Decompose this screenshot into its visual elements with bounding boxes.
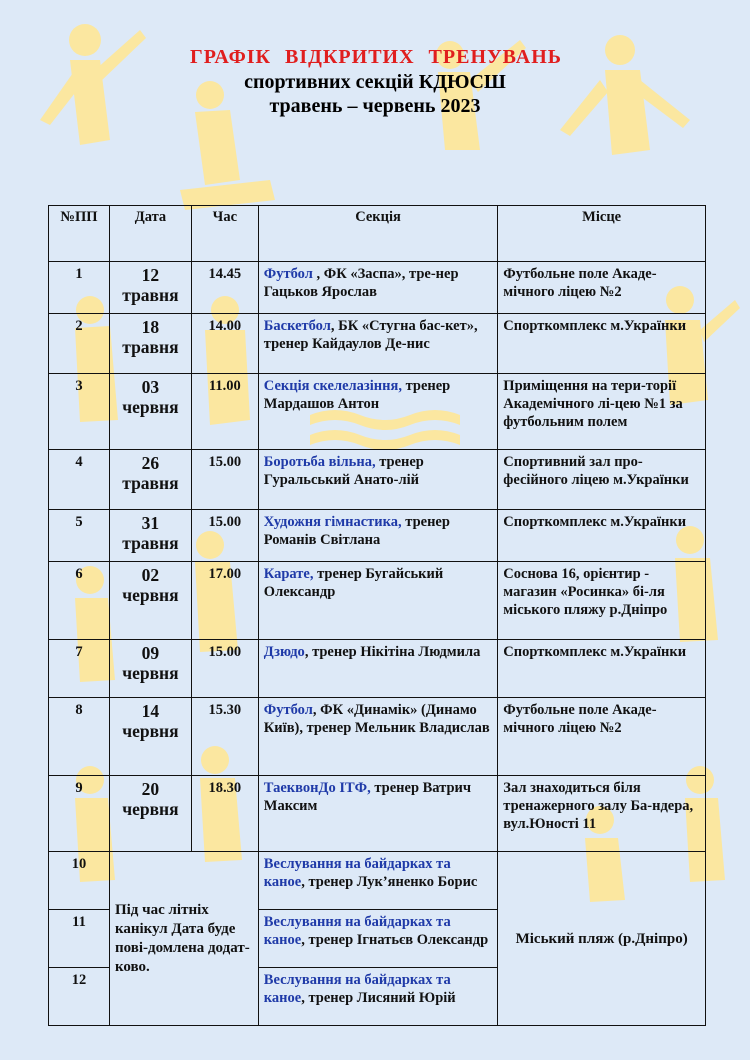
section-name: Боротьба вільна, xyxy=(263,454,376,470)
row-month: травня xyxy=(122,285,179,305)
row-date xyxy=(109,374,191,450)
row-month: червня xyxy=(122,721,179,741)
section-name: ТаеквонДо ITФ, xyxy=(263,780,371,796)
section-coach: тренер Бугайський Олександр xyxy=(263,566,444,600)
row-time: 15.00 xyxy=(191,510,258,562)
kayak-place: Міський пляж (р.Дніпро) xyxy=(498,852,706,1026)
row-place: Футбольне поле Акаде-мічного ліцею №2 xyxy=(498,262,706,314)
row-place: Приміщення на тери-торії Академічного лі-цею №1 за футбольним полем xyxy=(498,374,706,450)
row-time: 15.00 xyxy=(191,450,258,510)
row-date xyxy=(109,314,191,374)
row-date xyxy=(109,640,191,698)
row-day: 03 xyxy=(141,377,160,397)
row-date xyxy=(109,776,191,852)
page-title: ГРАФІК ВІДКРИТИХ ТРЕНУВАНЬ xyxy=(190,46,562,68)
row-time: 14.00 xyxy=(191,314,258,374)
row-date xyxy=(109,698,191,776)
section-name: Карате, xyxy=(263,566,314,582)
row-day: 14 xyxy=(141,701,160,721)
row-place: Спорткомплекс м.Українки xyxy=(498,314,706,374)
table-row xyxy=(49,776,706,852)
row-month: травня xyxy=(122,533,179,553)
row-time: 15.30 xyxy=(191,698,258,776)
section-coach: тренер Романів Світлана xyxy=(263,514,450,548)
row-time: 17.00 xyxy=(191,562,258,640)
row-month: червня xyxy=(122,397,179,417)
col-header-place: Місце xyxy=(498,206,706,262)
row-section xyxy=(258,968,498,1026)
row-number: 12 xyxy=(49,968,110,1026)
section-coach: , ФК «Заспа», тре-нер Гацьков Ярослав xyxy=(263,266,459,300)
section-coach: тренер Мардашов Антон xyxy=(263,378,451,412)
section-coach: , тренер Лук’яненко Борис xyxy=(301,874,478,890)
row-month: червня xyxy=(122,585,179,605)
row-section xyxy=(258,450,498,510)
row-number: 6 xyxy=(49,562,110,640)
row-number: 2 xyxy=(49,314,110,374)
row-place: Зал знаходиться біля тренажерного залу Ба-ндера, вул.Юності 11 xyxy=(498,776,706,852)
section-name: Футбол xyxy=(263,702,313,718)
table-header-row xyxy=(49,206,706,262)
row-place: Футбольне поле Акаде-мічного ліцею №2 xyxy=(498,698,706,776)
page-subtitle: спортивних секцій КДЮСШ xyxy=(244,71,506,93)
row-date xyxy=(109,450,191,510)
row-place: Спорткомплекс м.Українки xyxy=(498,510,706,562)
section-name: Веслування на байдарках та каное xyxy=(263,914,451,948)
table-row xyxy=(49,562,706,640)
section-coach: , тренер Лисяний Юрій xyxy=(301,990,456,1006)
section-coach: , ФК «Динамік» (Динамо Київ), тренер Мельник Владислав xyxy=(263,702,490,736)
row-number: 1 xyxy=(49,262,110,314)
section-coach: , тренер Нікітіна Людмила xyxy=(304,644,481,660)
table-row xyxy=(49,852,706,910)
section-name: Веслування на байдарках та каное xyxy=(263,972,451,1006)
section-name: Веслування на байдарках та каное xyxy=(263,856,451,890)
row-date xyxy=(109,510,191,562)
row-number: 7 xyxy=(49,640,110,698)
row-day: 12 xyxy=(141,265,160,285)
section-name: Художня гімнастика, xyxy=(263,514,402,530)
row-number: 10 xyxy=(49,852,110,910)
row-number: 9 xyxy=(49,776,110,852)
row-section xyxy=(258,776,498,852)
table-row xyxy=(49,450,706,510)
row-section xyxy=(258,698,498,776)
row-time: 18.30 xyxy=(191,776,258,852)
section-name: Секція скелелазіння, xyxy=(263,378,402,394)
row-month: червня xyxy=(122,663,179,683)
row-place: Спортивний зал про-фесійного ліцею м.Українки xyxy=(498,450,706,510)
row-time: 15.00 xyxy=(191,640,258,698)
table-row xyxy=(49,698,706,776)
col-header-date: Дата xyxy=(109,206,191,262)
row-number: 8 xyxy=(49,698,110,776)
row-section xyxy=(258,852,498,910)
row-section xyxy=(258,262,498,314)
section-name: Футбол xyxy=(263,266,313,282)
row-place: Спорткомплекс м.Українки xyxy=(498,640,706,698)
row-time: 14.45 xyxy=(191,262,258,314)
col-header-section: Секція xyxy=(258,206,498,262)
row-day: 31 xyxy=(141,513,160,533)
col-header-time: Час xyxy=(191,206,258,262)
row-month: травня xyxy=(122,337,179,357)
row-section xyxy=(258,510,498,562)
row-place: Соснова 16, орієнтир - магазин «Росинка» бі-ля міського пляжу р.Дніпро xyxy=(498,562,706,640)
row-section xyxy=(258,562,498,640)
row-section xyxy=(258,314,498,374)
table-row xyxy=(49,374,706,450)
row-number: 3 xyxy=(49,374,110,450)
page-header xyxy=(0,44,750,118)
row-time: 11.00 xyxy=(191,374,258,450)
page-period: травень – червень 2023 xyxy=(269,95,481,117)
section-name: Дзюдо xyxy=(263,644,305,660)
table-row xyxy=(49,640,706,698)
table-row xyxy=(49,262,706,314)
row-section xyxy=(258,910,498,968)
section-coach: , БК «Стугна бас-кет», тренер Кайдаулов Де-нис xyxy=(263,318,478,352)
row-day: 09 xyxy=(141,643,160,663)
row-day: 20 xyxy=(141,779,160,799)
row-date xyxy=(109,562,191,640)
section-name: Баскетбол xyxy=(263,318,331,334)
row-date xyxy=(109,262,191,314)
section-coach: тренер Гуральський Анато-лій xyxy=(263,454,424,488)
row-day: 26 xyxy=(141,453,160,473)
row-day: 18 xyxy=(141,317,160,337)
table-row xyxy=(49,314,706,374)
row-day: 02 xyxy=(141,565,160,585)
row-section xyxy=(258,640,498,698)
section-coach: тренер Ватрич Максим xyxy=(263,780,472,814)
col-header-number: №ПП xyxy=(49,206,110,262)
row-number: 11 xyxy=(49,910,110,968)
table-row xyxy=(49,510,706,562)
row-number: 4 xyxy=(49,450,110,510)
kayak-date-note: Під час літніх канікул Дата буде пові-домлена додат-ково. xyxy=(109,852,258,1026)
row-month: травня xyxy=(122,473,179,493)
row-month: червня xyxy=(122,799,179,819)
schedule-table xyxy=(48,205,706,1026)
section-coach: , тренер Ігнатьєв Олександр xyxy=(301,932,489,948)
row-section xyxy=(258,374,498,450)
row-number: 5 xyxy=(49,510,110,562)
